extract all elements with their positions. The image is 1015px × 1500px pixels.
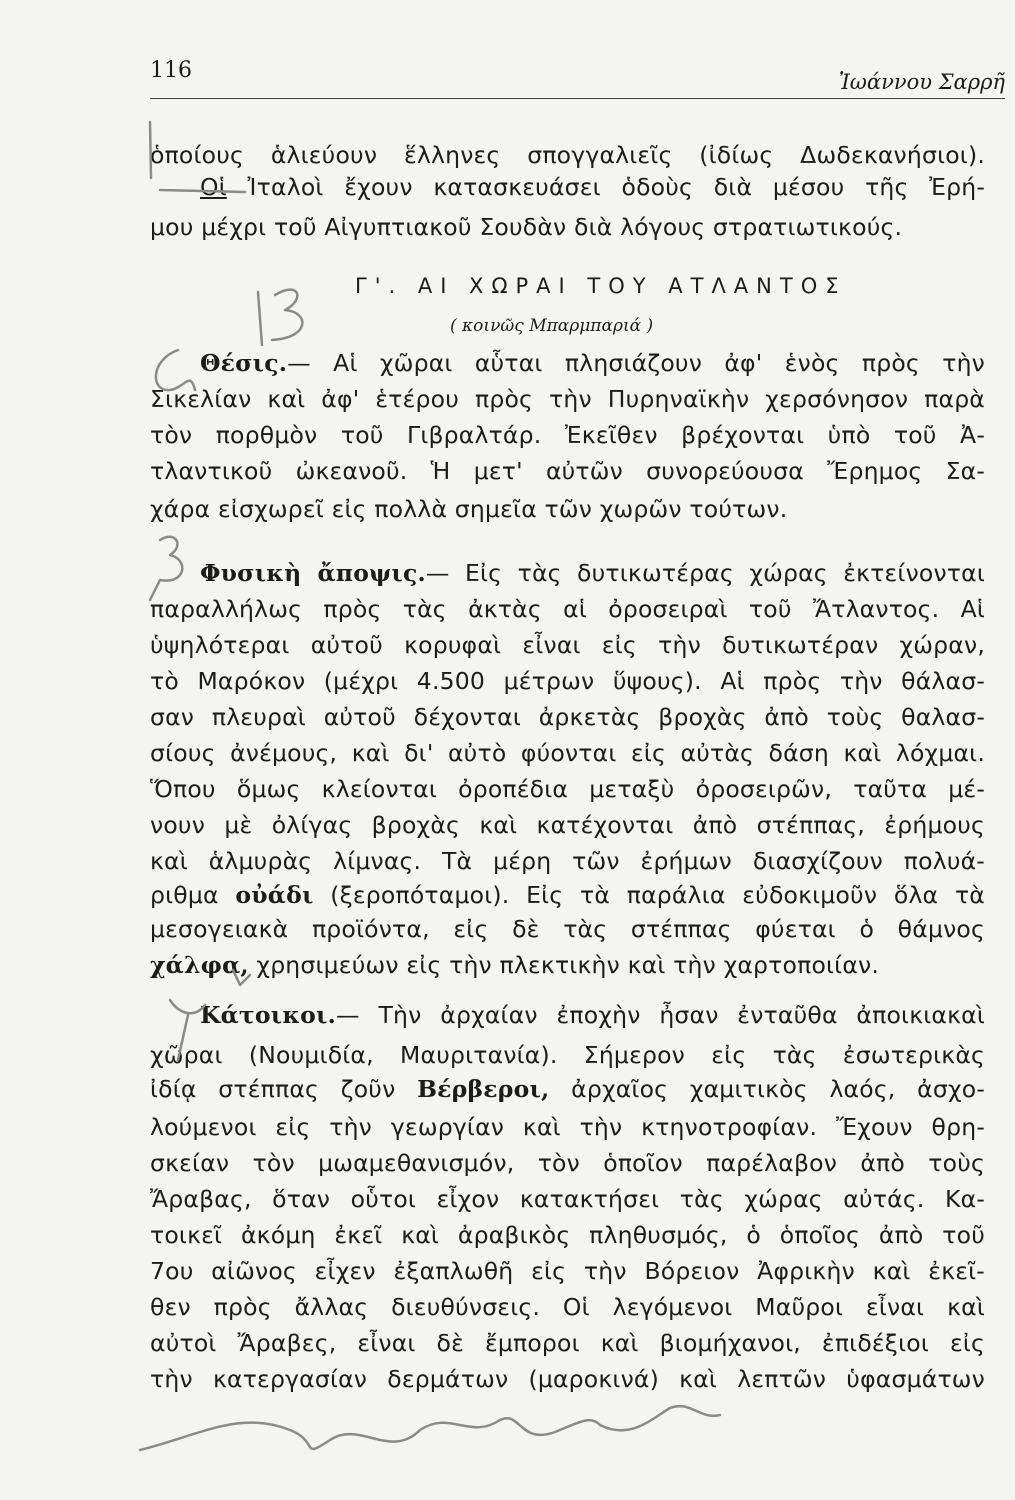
thesis-line-1-text: — Αἱ χῶραι αὗται πλησιάζουν ἀφ' ἑνὸς πρὸς τὴν — [287, 349, 985, 377]
inhabitants-line-1 — [200, 1000, 985, 1030]
thesis-line-5: χάρα εἰσχωρεῖ εἰς πολλὰ σημεῖα τῶν χωρῶν τούτων. — [150, 495, 788, 523]
inhabitants-line-9: θεν πρὸς ἄλλας διευθύνσεις. Οἱ λεγόμενοι Μαῦροι εἶναι καὶ — [150, 1293, 985, 1321]
inhabitants-line-2: χῶραι (Νουμιδία, Μαυριτανία). Σήμερον εἰς τὰς ἐσωτερικὰς — [150, 1041, 985, 1069]
inhabitants-line-7: τοικεῖ ἀκόμη ἐκεῖ καὶ ἀραβικὸς πληθυσμός, ὁ ὁποῖος ἀπὸ τοῦ — [150, 1221, 985, 1249]
header-rule — [150, 98, 1005, 99]
section-title: Γ'. ΑΙ ΧΩΡΑΙ ΤΟΥ ΑΤΛΑΝΤΟΣ — [355, 274, 847, 298]
term-berberoi: Βέρβεροι, — [417, 1075, 550, 1103]
signature-scribble — [140, 1406, 720, 1450]
physical-line-5: σαν πλευραὶ αὐτοῦ δέχονται ἀρκετὰς βροχὰς ἀπὸ τοὺς θαλασ- — [150, 703, 985, 731]
physical-line-7: Ὅπου ὅμως κλείονται ὀροπέδια μεταξὺ ὀροσειρῶν, ταῦτα μέ- — [150, 775, 985, 803]
inhabitants-heading: Κάτοικοι. — [200, 1001, 337, 1029]
thesis-line-3: τὸν πορθμὸν τοῦ Γιβραλτάρ. Ἐκεῖθεν βρέχονται ὑπὸ τοῦ Ἀ- — [150, 421, 985, 449]
physical-line-2: παραλλήλως πρὸς τὰς ἀκτὰς αἱ ὀροσειραὶ τοῦ Ἄτλαντος. Αἱ — [150, 595, 985, 623]
inhabitants-line-6: Ἄραβας, ὅταν οὗτοι εἶχον κατακτήσει τὰς χώρας αὐτάς. Κα- — [150, 1185, 985, 1213]
inhabitants-line-11: τὴν κατεργασίαν δερμάτων (μαροκινά) καὶ λεπτῶν ὑφασμάτων — [150, 1365, 985, 1393]
running-head: Ἰωάννου Σαρρῆ — [838, 70, 1005, 94]
physical-line-8: νουν μὲ ὀλίγας βροχὰς καὶ κατέχονται ἀπὸ στέππας, ἐρήμους — [150, 811, 985, 839]
intro-underlined-word: Οἱ — [200, 173, 227, 201]
inhabitants-line-3-a: ἰδίᾳ στέππας ζοῦν — [150, 1075, 418, 1103]
inhabitants-line-10: αὐτοὶ Ἄραβες, εἶναι δὲ ἔμποροι καὶ βιομήχανοι, ἐπιδέξιοι εἰς — [150, 1329, 985, 1357]
section-subtitle: ( κοινῶς Μπαρμπαριά ) — [450, 316, 654, 336]
physical-line-1-text: — Εἰς τὰς δυτικωτέρας χώρας ἐκτείνονται — [425, 559, 985, 587]
physical-line-4: τὸ Μαρόκον (μέχρι 4.500 μέτρων ὕψους). Αἱ πρὸς τὴν θάλασ- — [150, 667, 985, 695]
inhabitants-line-3 — [150, 1074, 985, 1104]
inhabitants-line-4: λούμενοι εἰς τὴν γεωργίαν καὶ τὴν κτηνοτροφίαν. Ἔχουν θρη- — [150, 1113, 985, 1141]
thesis-line-1 — [200, 348, 985, 378]
physical-line-3: ὑψηλότεραι αὐτοῦ κορυφαὶ εἶναι εἰς τὴν δυτικωτέραν χώραν, — [150, 631, 985, 659]
inhabitants-line-5: σκείαν τὸν μωαμεθανισμόν, τὸν ὁποῖον παρέλαβον ἀπὸ τοὺς — [150, 1149, 985, 1177]
physical-line-10 — [150, 880, 985, 910]
physical-line-12-text: χρησιμεύων εἰς τὴν πλεκτικὴν καὶ τὴν χαρτοποιίαν. — [248, 951, 880, 979]
term-ouadi: οὐάδι — [235, 881, 314, 909]
inhabitants-line-1-text: — Τὴν ἀρχαίαν ἐποχὴν ἦσαν ἐνταῦθα ἀποικιακαὶ — [336, 1001, 985, 1029]
margin-number-mark-one — [258, 292, 262, 345]
physical-heading: Φυσικὴ ἄποψις. — [200, 559, 426, 587]
page-number: 116 — [150, 58, 192, 83]
physical-line-10-c: (ξεροπόταμοι). Εἰς τὰ παράλια εὐδοκιμοῦν ὅλα τὰ — [313, 881, 985, 909]
physical-line-11: μεσογειακὰ προϊόντα, εἰς δὲ τὰς στέππας φύεται ὁ θάμνος — [150, 915, 985, 943]
page-header — [150, 58, 1005, 98]
thesis-heading: Θέσις. — [200, 349, 288, 377]
intro-line-2-text: Ἰταλοὶ ἔχουν κατασκευάσει ὁδοὺς διὰ μέσου τῆς Ἐρή- — [226, 173, 985, 201]
margin-number-mark-three — [272, 290, 302, 340]
inhabitants-line-8: 7ου αἰῶνος εἶχεν ἐξαπλωθῆ εἰς τὴν Βόρειον Ἀφρικὴν καὶ ἐκεῖ- — [150, 1257, 985, 1285]
physical-line-10-a: ριθμα — [150, 881, 236, 909]
intro-line-3: μου μέχρι τοῦ Αἰγυπτιακοῦ Σουδὰν διὰ λόγους στρατιωτικούς. — [150, 213, 903, 241]
inhabitants-line-3-c: ἀρχαῖος χαμιτικὸς λαός, ἀσχο- — [549, 1075, 985, 1103]
intro-line-2 — [200, 172, 985, 202]
term-chalfa: χάλφα, — [150, 951, 249, 979]
thesis-line-4: τλαντικοῦ ὠκεανοῦ. Ἡ μετ' αὐτῶν συνορεύουσα Ἔρημος Σα- — [150, 457, 985, 485]
thesis-line-2: Σικελίαν καὶ ἀφ' ἑτέρου πρὸς τὴν Πυρηναϊκὴν χερσόνησον παρὰ — [150, 385, 985, 413]
intro-line-1: ὁποίους ἁλιεύουν ἕλληνες σπογγαλιεῖς (ἰδίως Δωδεκανήσιοι). — [150, 141, 985, 169]
beta-mark — [150, 537, 182, 600]
physical-line-1 — [200, 558, 985, 588]
physical-line-12 — [150, 950, 985, 980]
physical-line-9: καὶ ἁλμυρὰς λίμνας. Τὰ μέρη τῶν ἐρήμων διασχίζουν πολυά- — [150, 847, 985, 875]
physical-line-6: σίους ἀνέμους, καὶ δι' αὐτὸ φύονται εἰς αὐτὰς δάση καὶ λόχμαι. — [150, 739, 985, 767]
